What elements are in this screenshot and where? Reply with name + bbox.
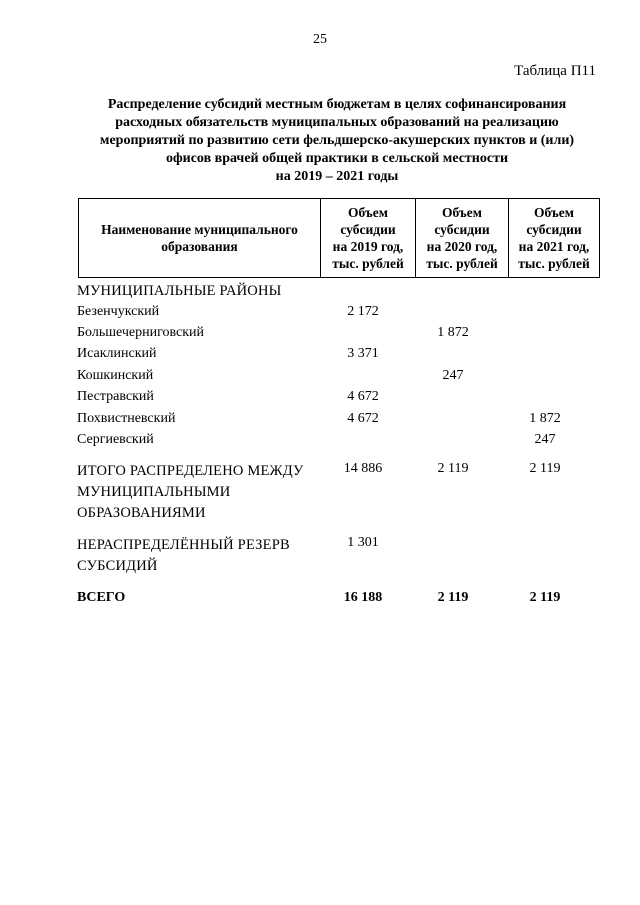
reserve-row bbox=[0, 535, 640, 574]
table-row bbox=[0, 325, 640, 345]
label-line: МУНИЦИПАЛЬНЫМИ bbox=[77, 484, 231, 500]
label-line: ИТОГО РАСПРЕДЕЛЕНО МЕЖДУ bbox=[77, 463, 304, 479]
municipality-name: Похвистневский bbox=[77, 411, 176, 426]
value-2019: 16 188 bbox=[343, 590, 383, 605]
header-text: Объем bbox=[442, 205, 482, 220]
municipality-name: Пестравский bbox=[77, 389, 154, 404]
header-2021-column bbox=[509, 199, 600, 278]
distributed-total-row bbox=[0, 461, 640, 521]
distributed-label bbox=[77, 461, 303, 524]
table-row bbox=[0, 432, 640, 452]
document-title bbox=[72, 96, 602, 186]
value-2019: 4 672 bbox=[347, 389, 379, 404]
header-text: Наименование муниципального bbox=[101, 222, 298, 237]
label-line: СУБСИДИЙ bbox=[77, 558, 158, 574]
value-2020: 247 bbox=[442, 368, 464, 383]
table-reference: Таблица П11 bbox=[514, 63, 596, 79]
title-line: мероприятий по развитию сети фельдшерско-акушерских пунктов и (или) bbox=[99, 133, 575, 148]
municipality-name: Безенчукский bbox=[77, 304, 160, 319]
section-row bbox=[0, 283, 640, 303]
header-text: субсидии bbox=[340, 222, 396, 237]
value-2020: 2 119 bbox=[437, 590, 469, 605]
title-line: Распределение субсидий местным бюджетам в целях софинансирования bbox=[107, 97, 567, 112]
title-line: расходных обязательств муниципальных образований на реализацию bbox=[115, 115, 559, 130]
header-text: тыс. рублей bbox=[426, 256, 498, 271]
grand-total-row bbox=[0, 590, 640, 610]
value-2021: 2 119 bbox=[529, 590, 561, 605]
municipality-name: Исаклинский bbox=[77, 346, 157, 361]
header-text: тыс. рублей bbox=[332, 256, 404, 271]
value-2019: 2 172 bbox=[347, 304, 379, 319]
header-text: Объем bbox=[534, 205, 574, 220]
header-text: на 2021 год, bbox=[518, 239, 590, 254]
label-line: НЕРАСПРЕДЕЛЁННЫЙ РЕЗЕРВ bbox=[77, 537, 290, 553]
header-text: Объем bbox=[348, 205, 388, 220]
table-row bbox=[0, 304, 640, 324]
value-2020: 1 872 bbox=[437, 325, 469, 340]
page-number: 25 bbox=[313, 32, 327, 47]
section-title: МУНИЦИПАЛЬНЫЕ РАЙОНЫ bbox=[77, 283, 282, 299]
value-2019: 4 672 bbox=[347, 411, 379, 426]
table-row bbox=[0, 411, 640, 431]
value-2021: 1 872 bbox=[529, 411, 561, 426]
header-2019-column bbox=[321, 199, 416, 278]
value-2019: 14 886 bbox=[343, 461, 383, 476]
municipality-name: Кошкинский bbox=[77, 368, 154, 383]
header-name-column bbox=[79, 199, 321, 278]
header-text: тыс. рублей bbox=[518, 256, 590, 271]
value-2021: 2 119 bbox=[529, 461, 561, 476]
header-text: на 2020 год, bbox=[426, 239, 498, 254]
value-2021: 247 bbox=[534, 432, 556, 447]
table-row bbox=[0, 346, 640, 366]
table-row bbox=[0, 389, 640, 409]
table-header bbox=[78, 198, 600, 278]
municipality-name: Большечерниговский bbox=[77, 325, 205, 340]
table-row bbox=[0, 368, 640, 388]
title-line: офисов врачей общей практики в сельской местности bbox=[165, 151, 509, 166]
header-text: на 2019 год, bbox=[332, 239, 404, 254]
header-text: образования bbox=[161, 239, 238, 254]
label-line: ОБРАЗОВАНИЯМИ bbox=[77, 505, 206, 521]
municipality-name: Сергиевский bbox=[77, 432, 154, 447]
value-2019: 3 371 bbox=[347, 346, 379, 361]
value-2020: 2 119 bbox=[437, 461, 469, 476]
reserve-label bbox=[77, 535, 290, 577]
header-text: субсидии bbox=[526, 222, 582, 237]
header-2020-column bbox=[416, 199, 509, 278]
header-text: субсидии bbox=[434, 222, 490, 237]
value-2019: 1 301 bbox=[347, 535, 379, 550]
grand-total-label: ВСЕГО bbox=[77, 590, 126, 605]
title-line: на 2019 – 2021 годы bbox=[275, 169, 399, 184]
